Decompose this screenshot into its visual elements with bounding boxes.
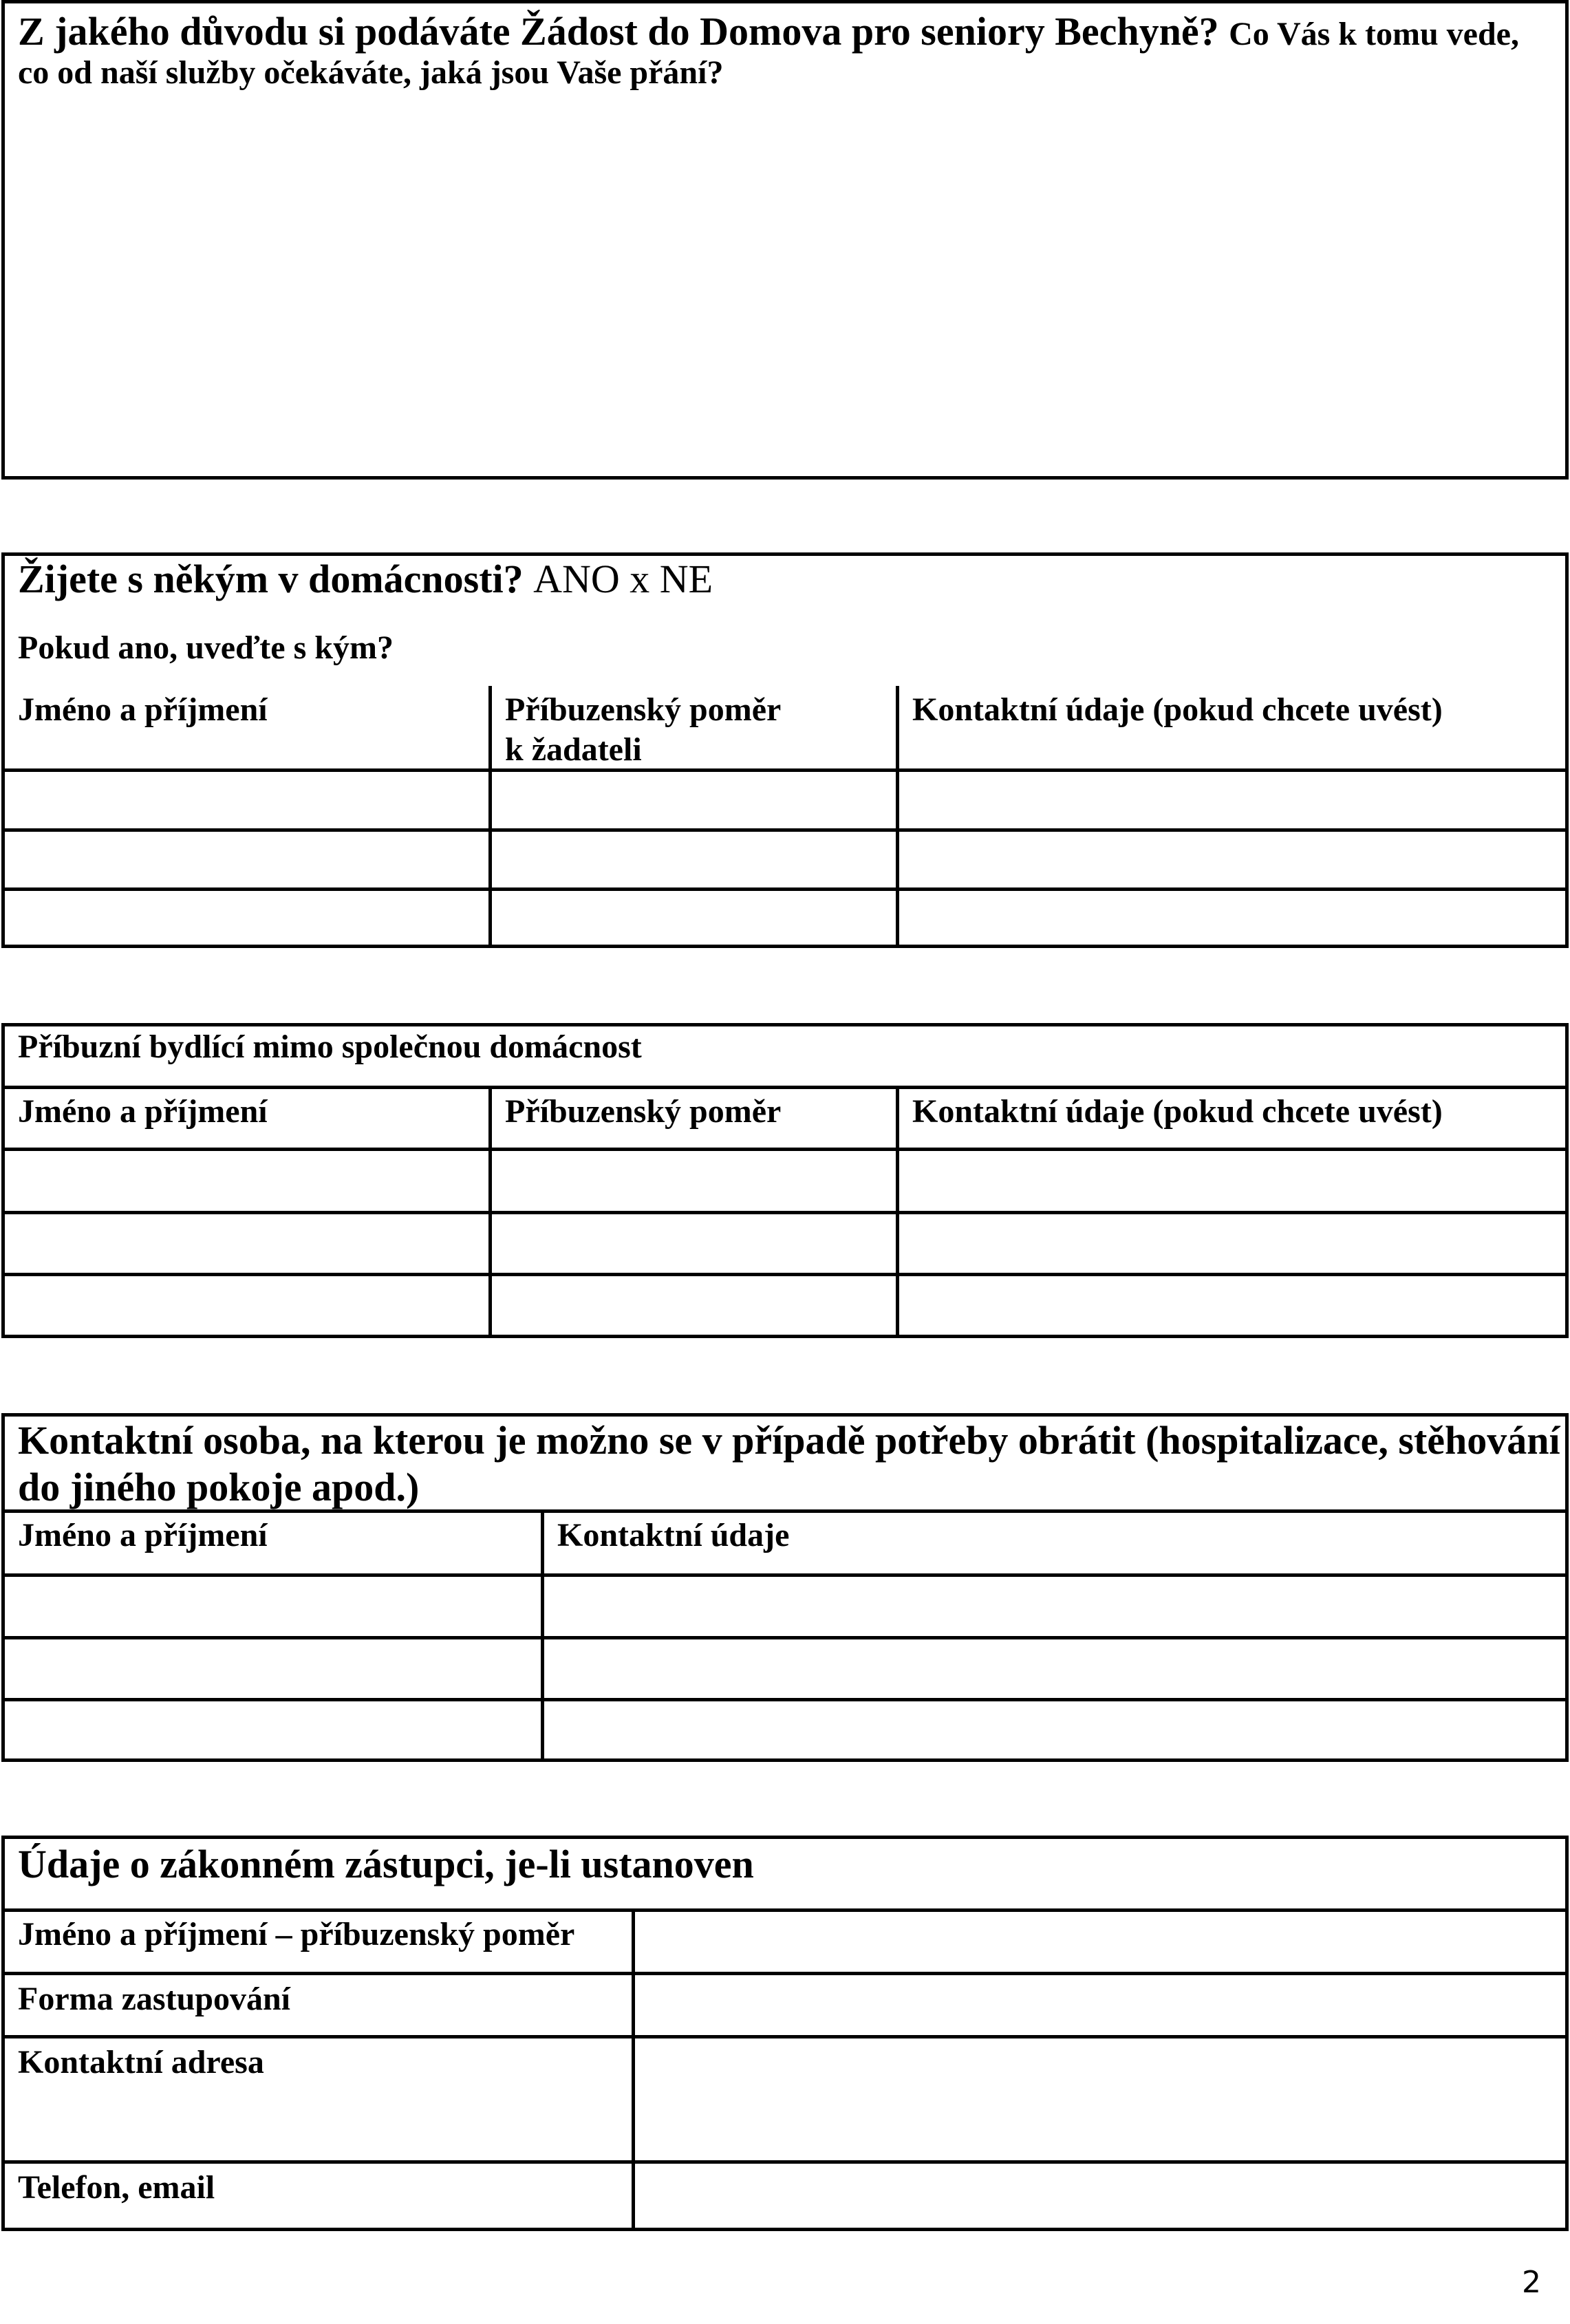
contact-person-title: Kontaktní osoba, na kterou je možno se v případě potřeby obrátit (hospitalizace, stěhování [18,1418,1560,1463]
divider [1,1573,1569,1577]
household-col-relation-2: k žadateli [505,731,642,768]
household-col-name: Jméno a příjmení [18,691,268,728]
legal-row-address-label: Kontaktní adresa [18,2044,264,2080]
relatives-col-contact: Kontaktní údaje (pokud chcete uvést) [912,1093,1443,1130]
legal-representative-title: Údaje o zákonném zástupci, je-li ustanoven [18,1842,754,1886]
page-number: 2 [1522,2265,1541,2300]
divider [1,1086,1569,1089]
relatives-title: Příbuzní bydlící mimo společnou domácnost [18,1029,642,1065]
relatives-col-name: Jméno a příjmení [18,1093,268,1130]
divider [1,2160,1569,2164]
relatives-col-relation: Příbuzenský poměr [505,1093,782,1130]
divider [1,828,1569,832]
legal-row-form-label: Forma zastupování [18,1981,290,2017]
divider [1,2035,1569,2038]
reason-question-line2: co od naší služby očekáváte, jaká jsou Vaše přání? [18,54,724,91]
contact-person-row-1[interactable] [7,1578,1562,1635]
legal-form-field[interactable] [637,1977,1562,2034]
household-col-relation: Příbuzenský poměr [505,691,782,728]
reason-question-sub: Co Vás k tomu vede, [1229,16,1519,52]
divider [1,1148,1569,1151]
divider [632,1908,635,2231]
divider [1,1211,1569,1214]
household-row-1[interactable] [7,773,1562,827]
divider [1,1509,1569,1513]
reason-question-main: Z jakého důvodu si podáváte Žádost do Domova pro seniory Bechyně? [18,9,1219,54]
legal-address-field[interactable] [637,2041,1562,2159]
contact-person-row-2[interactable] [7,1640,1562,1697]
household-col-contact: Kontaktní údaje (pokud chcete uvést) [912,691,1443,728]
contact-person-col-contact: Kontaktní údaje [557,1517,790,1553]
household-row-2[interactable] [7,832,1562,886]
relatives-row-1[interactable] [7,1152,1562,1209]
divider [1,1972,1569,1975]
reason-answer-field[interactable] [7,100,1562,471]
reason-question [18,8,1519,58]
legal-row-contact-label: Telefon, email [18,2169,215,2206]
divider [1,1636,1569,1639]
contact-person-col-name: Jméno a příjmení [18,1517,268,1553]
divider [1,887,1569,891]
household-options[interactable]: ANO x NE [533,557,713,601]
relatives-row-3[interactable] [7,1277,1562,1333]
household-row-3[interactable] [7,892,1562,945]
divider [1,1273,1569,1276]
legal-row-name-relation-label: Jméno a příjmení – příbuzenský poměr [18,1916,575,1952]
household-question: Žijete s někým v domácnosti? [18,557,524,601]
divider [1,1698,1569,1701]
divider [1,768,1569,772]
contact-person-row-3[interactable] [7,1702,1562,1758]
contact-person-title-2: do jiného pokoje apod.) [18,1465,420,1509]
relatives-row-2[interactable] [7,1215,1562,1271]
household-question-line [18,556,713,603]
divider [1,1908,1569,1912]
legal-name-relation-field[interactable] [637,1914,1562,1970]
legal-contact-field[interactable] [637,2166,1562,2226]
household-subquestion: Pokud ano, uveďte s kým? [18,630,394,666]
